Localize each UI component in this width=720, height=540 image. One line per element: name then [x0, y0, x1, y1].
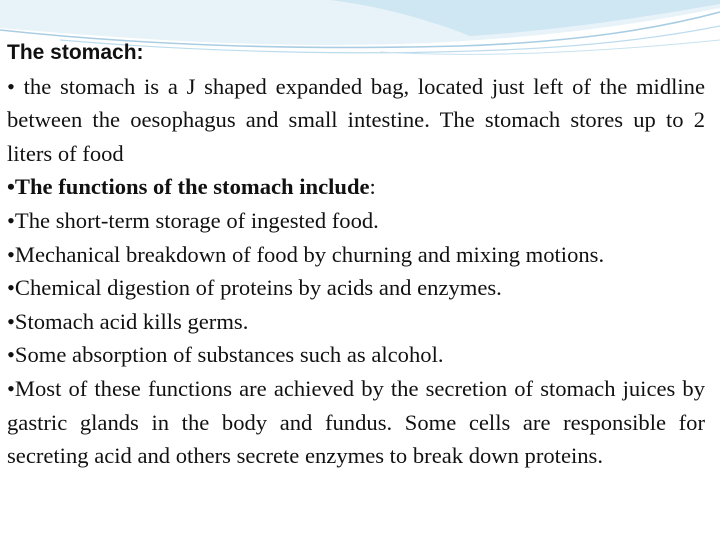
list-item — [7, 238, 705, 272]
bullet: • — [7, 174, 15, 200]
list-item — [7, 372, 705, 473]
intro-paragraph — [7, 70, 705, 171]
list-item-text: Most of these functions are achieved by the secretion of stomach juices by gastric glands in the body and fundus. Some cells are responsible for secreting acid and others secrete enzymes to break down proteins. — [7, 375, 705, 469]
list-item — [7, 305, 705, 339]
functions-heading-colon: : — [369, 174, 376, 200]
list-item-text: Stomach acid kills germs. — [14, 308, 249, 334]
list-item-text: Chemical digestion of proteins by acids and enzymes. — [14, 275, 502, 301]
functions-heading — [7, 170, 705, 204]
list-item — [7, 271, 705, 305]
bullet: • — [7, 73, 15, 99]
functions-heading-text: The functions of the stomach include — [14, 174, 370, 200]
slide-title: The stomach: — [7, 41, 144, 64]
bullet: • — [7, 207, 15, 233]
bullet: • — [7, 375, 15, 401]
list-item-text: Some absorption of substances such as alcohol. — [14, 342, 444, 368]
bullet: • — [7, 241, 15, 267]
list-item — [7, 204, 705, 238]
bullet: • — [7, 308, 15, 334]
list-item-text: Mechanical breakdown of food by churning and mixing motions. — [14, 241, 605, 267]
list-item-text: The short-term storage of ingested food. — [14, 207, 379, 233]
intro-text: the stomach is a J shaped expanded bag, located just left of the midline between the oesophagus and small intestine. The stomach stores up to 2 liters of food — [7, 73, 705, 166]
bullet: • — [7, 275, 15, 301]
list-item — [7, 338, 705, 372]
bullet: • — [7, 342, 15, 368]
slide-content — [7, 36, 705, 473]
